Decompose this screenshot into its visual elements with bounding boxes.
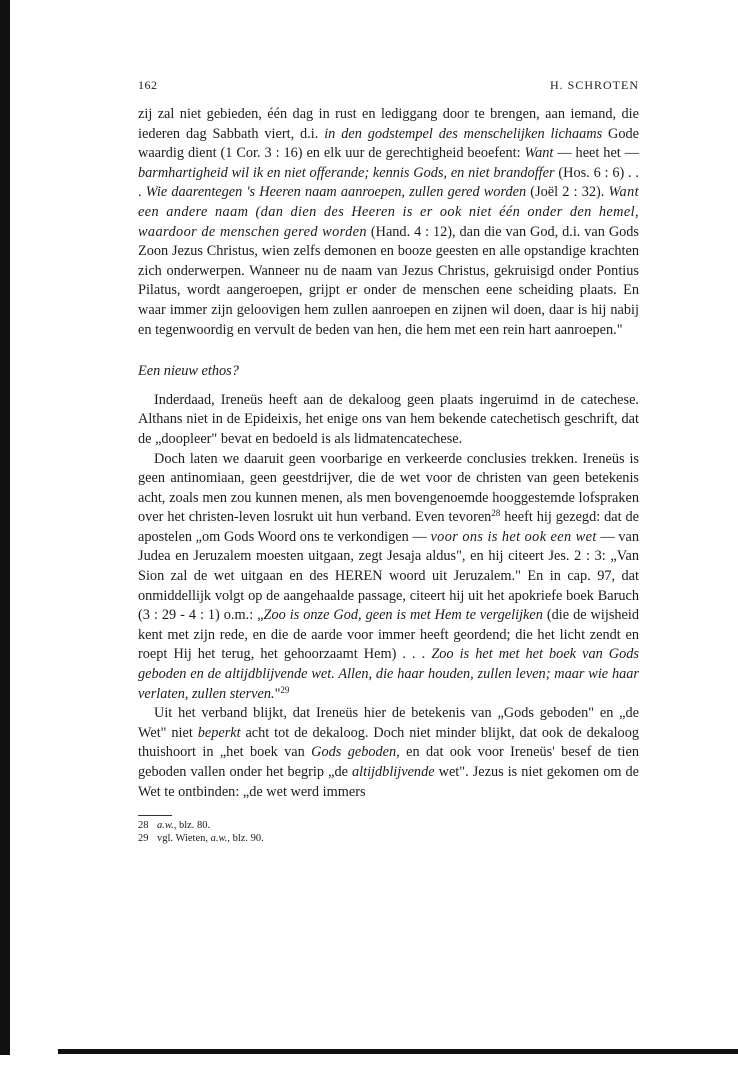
running-title: H. SCHROTEN bbox=[549, 78, 639, 92]
footnote-ref-28: 28 bbox=[491, 508, 501, 519]
section-heading: Een nieuw ethos? bbox=[138, 363, 239, 380]
scan-left-border bbox=[0, 0, 10, 1055]
footnote-ref-29: 29 bbox=[280, 684, 290, 695]
page-number: 162 bbox=[138, 78, 158, 92]
footnote-divider bbox=[138, 815, 172, 816]
paragraph-context: Uit het verband blijkt, dat Ireneüs hier de betekenis van „Gods geboden" en „de Wet" niet beperkt acht tot de dekaloog. Doch niet minder blijkt, dat ook de dekaloog thuishoort in „het boek van Gods geboden, en dat ook voor Ireneüs' besef de tien geboden vallen onder het begrip „de altijdblijvende wet". Jezus is niet gekomen om de Wet te ontbinden: „de wet werd immers bbox=[138, 705, 639, 800]
paragraph-quotation: zij zal niet gebieden, één dag in rust en lediggang door te brengen, aan iemand, die iederen dag Sabbath viert, d.i. in den godstempel des menschelijken lichaams Gode waardig dient (1 Cor. 3 : 16) en elk uur de gerechtigheid beoefent: Want — heet het — barmhartigheid wil ik en niet offerande; kennis Gods, en niet brandoffer (Hos. 6 : 6) . . . Wie daarentegen 's Heeren naam aanroepen, zullen gered worden (Joël 2 : 32). Want een andere naam (dan dien des Heeren is er ook niet één onder den hemel, waardoor de menschen gered worden (Hand. 4 : 12), dan die van God, d.i. van Gods Zoon Jezus Christus, wien zelfs demonen en booze geesten en alle opstandige krachten zich onderwerpen. Wanneer nu de naam van Jezus Christus, gekruisigd onder Pontius Pilatus, wordt aangeroepen, grijpt er onder de menschen eene scheiding plaats. En waar immer zijn geloovigen hem zullen aanroepen en zijnen wil doen, daar is hij nabij en tegenwoordig en vervult de beden van hen, die hem met een rein hart aanroepen." bbox=[138, 106, 640, 338]
scan-bottom-border bbox=[58, 1049, 738, 1054]
running-header bbox=[138, 78, 639, 93]
paragraph-conclusions: Doch laten we daaruit geen voorbarige en verkeerde conclusies trekken. Ireneüs is geen antinomiaan, geen geestdrijver, die de wet voor de christen van geen betekenis acht, zoals men zou kunnen menen, als men bovengenoemde hooggestemde lofspraken over het christen-leven losrukt uit hun verband. Even tevoren$^{28}$ heeft hij gezegd: dat de apostelen „om Gods Woord ons te verkondigen — voor ons is het ook een wet — van Judea en Jeruzalem moesten uitgaan, zegt Jesaja aldus", en hij citeert Jes. 2 : 3: „Van Sion zal de wet uitgaan en des HEREN woord uit Jeruzalem." En in cap. 97, dat onmiddellijk volgt op de aangehaalde passage, citeert hij uit het apokriefe boek Baruch (3 : 29 - 4 : 1) o.m.: „Zoo is onze God, geen is met Hem te vergelijken (die de wijsheid kent met zijn rede, en die de aarde voor immer heeft geordend; die het licht zendt en roept Hij het terug, het gehoorzaamt Hem) . . . Zoo is het met het boek van Gods geboden en de altijdblijvende wet. Allen, die haar houden, zullen leven; maar wie haar verlaten, zullen sterven."$^{29}$ bbox=[138, 450, 640, 702]
paragraph-indeed: Inderdaad, Ireneüs heeft aan de dekaloog geen plaats ingeruimd in de catechese. Althans niet in de Epideixis, het enige ons van hem bekende catechetisch geschrift, dat de „doopleer" bevat en bedoeld is als lidmatencatechese. bbox=[138, 391, 639, 447]
document-page bbox=[138, 78, 639, 845]
footnote-28: 28 a.w., blz. 80. bbox=[138, 820, 211, 832]
footnote-29: 29 vgl. Wieten, a.w., blz. 90. bbox=[138, 833, 264, 845]
